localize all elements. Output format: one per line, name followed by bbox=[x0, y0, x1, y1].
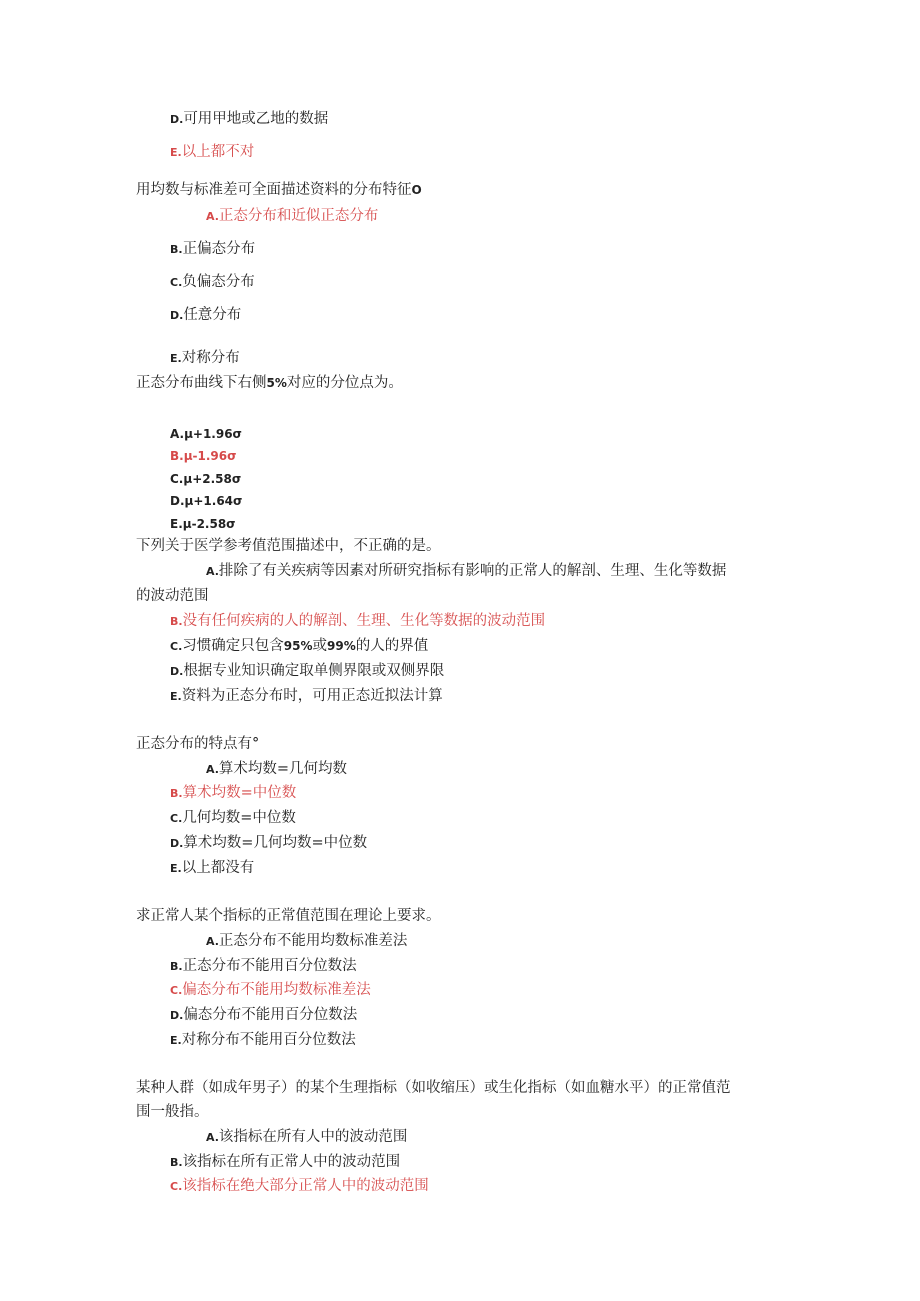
percent-value: 95% bbox=[283, 639, 313, 653]
option-d bbox=[170, 833, 367, 854]
option-letter: A. bbox=[206, 1131, 219, 1144]
option-letter: C. bbox=[170, 640, 183, 653]
option-a bbox=[206, 931, 407, 952]
option-e bbox=[170, 858, 254, 879]
option-letter: A. bbox=[206, 565, 219, 578]
option-letter: A. bbox=[206, 935, 219, 948]
option-text: 偏态分布不能用均数标准差法 bbox=[182, 982, 371, 998]
option-letter: D. bbox=[170, 1009, 184, 1022]
option-letter: B. bbox=[170, 787, 183, 800]
option-text: 资料为正态分布时，可用正态近拟法计算 bbox=[181, 688, 443, 704]
option-letter: A. bbox=[206, 763, 219, 776]
option-d bbox=[170, 1005, 357, 1026]
option-text: 根据专业知识确定取单侧界限或双侧界限 bbox=[183, 663, 445, 679]
percent-value: 5% bbox=[266, 376, 287, 390]
option-text: 正态分布不能用均数标准差法 bbox=[218, 933, 408, 949]
option-text: 算术均数=几何均数=中位数 bbox=[183, 835, 368, 851]
option-b bbox=[170, 956, 357, 977]
option-text: 算术均数=几何均数 bbox=[218, 761, 348, 777]
option-letter: B. bbox=[170, 615, 183, 628]
option-a-continuation: 的波动范围 bbox=[136, 588, 209, 604]
option-letter: D. bbox=[170, 665, 184, 678]
option-text: 任意分布 bbox=[183, 307, 242, 323]
option-text: 以上都没有 bbox=[181, 860, 255, 876]
option-c: C.习惯确定只包含95%或99%的人的界值 bbox=[170, 638, 429, 654]
option-letter: C. bbox=[170, 984, 183, 997]
option-c-correct bbox=[170, 980, 371, 1001]
option-text: 该指标在所有人中的波动范围 bbox=[218, 1129, 408, 1145]
option-letter: D. bbox=[170, 309, 184, 322]
option-text: 该指标在所有正常人中的波动范围 bbox=[182, 1154, 401, 1170]
question-text: 正态分布曲线下右侧5%对应的分位点为。 bbox=[136, 375, 403, 391]
question-text: 求正常人某个指标的正常值范围在理论上要求。 bbox=[136, 908, 441, 924]
option-letter: C. bbox=[170, 1180, 183, 1193]
option-text: 没有任何疾病的人的解剖、生理、生化等数据的波动范围 bbox=[182, 613, 546, 629]
option-e: E.μ-2.58σ bbox=[170, 517, 236, 531]
option-letter: A. bbox=[206, 210, 219, 223]
option-b-correct bbox=[170, 783, 296, 804]
option-a: A.μ+1.96σ bbox=[170, 427, 242, 441]
option-letter: B. bbox=[170, 1156, 183, 1169]
question-end-mark: O bbox=[411, 183, 422, 197]
option-c: C.μ+2.58σ bbox=[170, 472, 242, 486]
option-a bbox=[206, 561, 726, 582]
option-d bbox=[170, 661, 444, 682]
option-text: 正偏态分布 bbox=[182, 241, 256, 257]
percent-value: 99% bbox=[327, 639, 356, 653]
option-text: 排除了有关疾病等因素对所研究指标有影响的正常人的解剖、生理、生化等数据 bbox=[218, 563, 727, 579]
option-text: 负偏态分布 bbox=[182, 274, 255, 290]
option-a-correct bbox=[206, 206, 378, 227]
option-e bbox=[170, 686, 443, 707]
option-text: 对称分布不能用百分位数法 bbox=[181, 1032, 356, 1048]
option-d bbox=[170, 305, 241, 326]
option-letter: E. bbox=[170, 146, 182, 159]
option-letter: D. bbox=[170, 113, 184, 126]
option-letter: E. bbox=[170, 862, 182, 875]
option-text: 几何均数=中位数 bbox=[182, 810, 296, 826]
option-text: 算术均数=中位数 bbox=[182, 785, 297, 801]
option-letter: C. bbox=[170, 812, 183, 825]
option-letter: B. bbox=[170, 243, 183, 256]
option-b-correct: B.μ-1.96σ bbox=[170, 449, 237, 463]
option-d bbox=[170, 109, 328, 130]
option-text: 该指标在绝大部分正常人中的波动范围 bbox=[182, 1178, 429, 1194]
option-letter: B. bbox=[170, 960, 183, 973]
question-text: 下列关于医学参考值范围描述中，不正确的是。 bbox=[136, 538, 441, 554]
option-b bbox=[170, 1152, 400, 1173]
option-e bbox=[170, 1030, 356, 1051]
option-a bbox=[206, 759, 347, 780]
option-letter: D. bbox=[170, 837, 184, 850]
option-letter: E. bbox=[170, 352, 182, 365]
option-letter: E. bbox=[170, 690, 182, 703]
option-letter: E. bbox=[170, 1034, 182, 1047]
question-text: 正态分布的特点有° bbox=[136, 736, 260, 752]
option-c bbox=[170, 808, 296, 829]
option-e bbox=[170, 348, 240, 369]
question-text-continuation: 围一般指。 bbox=[136, 1104, 209, 1120]
question-text: 用均数与标准差可全面描述资料的分布特征O bbox=[136, 182, 422, 198]
option-text: 可用甲地或乙地的数据 bbox=[183, 111, 329, 127]
option-a bbox=[206, 1127, 407, 1148]
option-letter: C. bbox=[170, 276, 183, 289]
option-text: 正态分布不能用百分位数法 bbox=[182, 958, 357, 974]
option-d: D.μ+1.64σ bbox=[170, 494, 243, 508]
option-text: 对称分布 bbox=[181, 350, 240, 366]
option-text: 正态分布和近似正态分布 bbox=[218, 208, 379, 224]
option-text: 以上都不对 bbox=[181, 144, 255, 160]
option-b bbox=[170, 239, 255, 260]
option-e-correct bbox=[170, 142, 254, 163]
option-b-correct bbox=[170, 611, 545, 632]
option-text: 偏态分布不能用百分位数法 bbox=[183, 1007, 358, 1023]
question-text: 某种人群（如成年男子）的某个生理指标（如收缩压）或生化指标（如血糖水平）的正常值范 bbox=[136, 1080, 731, 1096]
option-c-correct bbox=[170, 1176, 429, 1197]
option-c bbox=[170, 272, 255, 293]
